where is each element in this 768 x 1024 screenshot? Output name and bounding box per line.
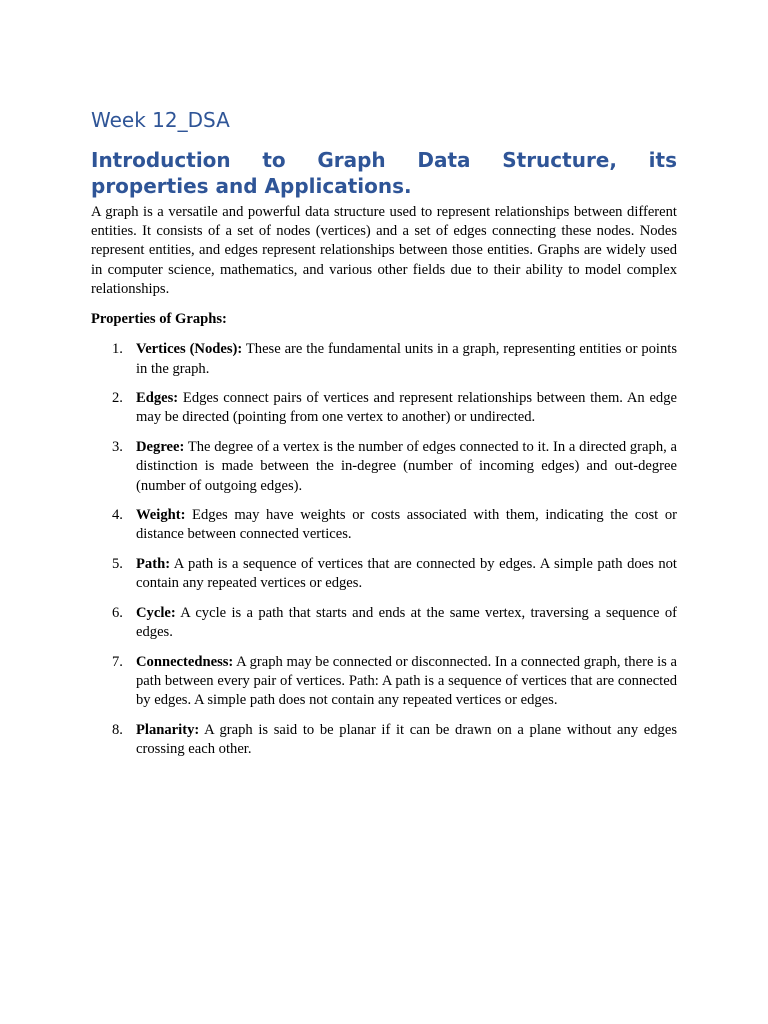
list-item [91,340,677,379]
list-item-term: Edges: [136,390,179,407]
properties-heading: Properties of Graphs: [91,311,227,328]
list-item-text: The degree of a vertex is the number of edges connected to it. In a directed graph, a distinction is made between the in-degree (number of incoming edges) and out-degree (number of outgoing edges). [136,438,677,494]
list-item-text: Edges may have weights or costs associated with them, indicating the cost or distance between connected vertices. [136,507,677,543]
list-item-text: A graph is said to be planar if it can be drawn on a plane without any edges crossing each other. [136,721,677,758]
list-item [91,438,677,496]
list-item-text: A cycle is a path that starts and ends at the same vertex, traversing a sequence of edges. [136,604,677,641]
list-item-term: Planarity: [136,721,200,738]
list-item [91,721,677,760]
document-title: Week 12_DSA [91,108,230,132]
list-item-text: A path is a sequence of vertices that are connected by edges. A simple path does not contain any repeated vertices or edges. [136,555,677,592]
list-item [91,389,677,428]
list-item-number: 8. [112,721,123,738]
list-item [91,604,677,643]
list-item-term: Path: [136,555,171,572]
list-item-number: 4. [112,507,123,524]
list-item-term: Cycle: [136,604,176,621]
list-item [91,506,677,545]
list-item-number: 5. [112,555,123,572]
list-item-number: 6. [112,604,123,621]
list-item-term: Connectedness: [136,653,234,670]
list-item-text: A graph may be connected or disconnected. In a connected graph, there is a path between every pair of vertices. Path: A path is a sequence of vertices that are connected by edges. A simple path does not contain any repeated vertices or edges. [136,653,677,709]
list-item-number: 7. [112,653,123,670]
list-item-term: Weight: [136,507,186,524]
list-item-text: Edges connect pairs of vertices and represent relationships between them. An edge may be directed (pointing from one vertex to another) or undirected. [136,390,677,426]
properties-list [91,340,677,759]
list-item-term: Degree: [136,438,185,455]
list-item-number: 2. [112,390,123,407]
list-item [91,555,677,594]
list-item-number: 1. [112,341,123,358]
list-item-number: 3. [112,438,123,455]
list-item [91,653,677,711]
section-heading: Introduction to Graph Data Structure, its properties and Applications. [91,148,677,198]
document-page [91,107,677,770]
intro-paragraph: A graph is a versatile and powerful data structure used to represent relationships between different entities. It consists of a set of nodes (vertices) and a set of edges connecting these nodes. Nodes represent entities, and edges represent relationships between those entities. Graphs are widely used in computer science, mathematics, and various other fields due to their ability to model complex relationships. [91,204,677,297]
list-item-text: These are the fundamental units in a graph, representing entities or points in the graph. [136,341,677,377]
list-item-term: Vertices (Nodes): [136,341,243,358]
